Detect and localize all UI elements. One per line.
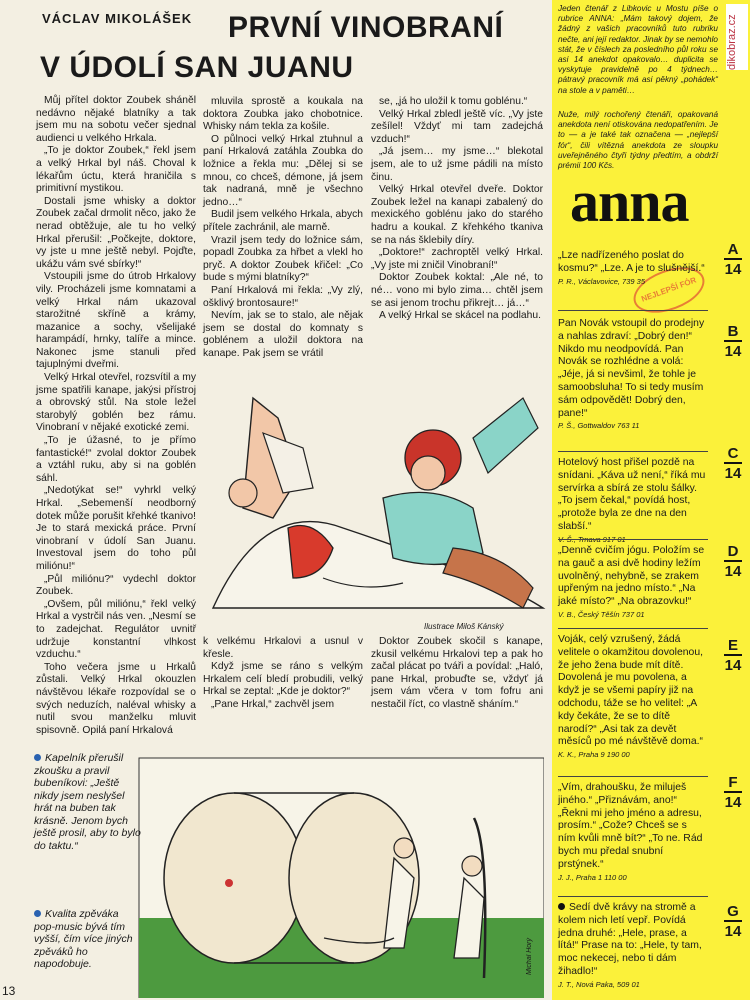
- paragraph: Dostali jsme whisky a doktor Zoubek začal drmolit něco, jako že nerad obtěžuje, ale tu ho velký Hrkal přerušil: „Počkejte, doktore, vy jste u mne ještě nebyl. Pojďte, ukážu vám své sbírky!“: [36, 195, 196, 270]
- joke-text: Hotelový host přišel pozdě na snídani. „Káva už není,“ říká mu servírka a sbírá ze stolu šálky. „To jsem čekal,“ povídá host, „protože byla ze dne na den slabší.“: [558, 457, 706, 532]
- bullet-icon: [34, 910, 41, 917]
- joke-f: [558, 782, 706, 882]
- joke-text: Voják, celý vzrušený, žádá velitele o okamžitou dovolenou, že jeho žena bude mít dítě. Dovolená je mu povolena, a když je se všemi papíry již na odchodu, táže se ho velitel: „A kdy čekáte, že se to dítě narodí?“ „Asi tak za devět měsíců po mé návštěvě doma.“: [558, 634, 703, 748]
- grade-divider: [724, 791, 742, 793]
- divider: [558, 776, 708, 777]
- paragraph: Doktor Zoubek koktal: „Ale né, to né… vono mi bylo zima… chtěl jsem se asi jenom trochu přikrejt… já…“: [371, 272, 543, 309]
- joke-d: [558, 545, 706, 619]
- joke-signature: P. Š., Gottwaldov 763 11: [558, 421, 640, 431]
- joke-signature: J. J., Praha 1 110 00: [558, 872, 627, 882]
- grade-number: 14: [724, 923, 742, 940]
- joke-text: „Denně cvičím jógu. Položím se na gauč a asi dvě hodiny ležím uvolněný, nehybně, se zrakem upřeným na jedno místo.“ „Na jaké místo?“ „Na obrazovku!“: [558, 545, 705, 608]
- joke-b: [558, 318, 706, 430]
- paragraph: O půlnoci velký Hrkal ztuhnul a paní Hrkalová zatáhla Zoubka do ložnice a řekla mu: „Dělej si se mnou, co chceš, démone, já jsem tak nadraná, mně je všechno jedno…“: [203, 133, 363, 208]
- artist-signature: Michal Horý: [526, 938, 533, 975]
- joke-signature: V. Š., Trnava 917 01: [558, 534, 626, 544]
- paragraph: Vstoupili jsme do útrob Hrkalovy vily. Procházeli jsme komnatami a velký Hrkal nám ukazoval starožitné skříně a krámy, mazanice a sochy, všelijaké harampádí, hrnky, talíře a mince. Nakonec jsme stanuli před tajuplnými dveřmi.: [36, 271, 196, 371]
- paragraph: „Pane Hrkal,“ zachvěl jsem: [211, 698, 335, 710]
- cartoon-caption-2: [34, 908, 138, 971]
- paragraph: Vrazil jsem tedy do ložnice sám, popadl Zoubka za hřbet a vlekl ho pryč. A doktor Zoubek křičel: „Co bude s mými blatníky?“: [203, 234, 363, 284]
- paragraph: Budil jsem velkého Hrkala, abych přítele zachránil, ale marně.: [203, 209, 363, 233]
- paragraph: Doktor Zoubek skočil s kanape, zkusil velkému Hrkalovi tep a pak ho začal plácat po tváři a povídal: „Haló, pane Hrkal, probuďte se, vždyť já jsem vám včera v tom fofru ani nestačil říct, co vlastně sháním.“: [371, 636, 543, 710]
- grade-number: 14: [724, 343, 742, 360]
- grade-letter: A: [727, 241, 739, 258]
- grade-letter: G: [727, 903, 739, 920]
- grade-divider: [724, 340, 742, 342]
- paragraph: Toho večera jsme u Hrkalů zůstali. Velký Hrkal okouzlen návštěvou lékaře rozpovídal se o svých neduzích, naléval whisky a nutil svou manželku mluvit spisovně. Opilá paní Hrkalová: [36, 661, 196, 736]
- paragraph: „Ovšem, půl miliónu,“ řekl velký Hrkal a vystrčil nás ven. „Nesmí se to zadejchat. Regulátor uvnitř udržuje konstantní vlhkost vzduchu.“: [36, 598, 196, 661]
- joke-text: „Lze nadřízeného poslat do kosmu?“ „Lze. A je to slušnější.“: [558, 250, 705, 274]
- divider: [558, 310, 708, 311]
- bullet-icon: [558, 903, 565, 910]
- divider: [558, 539, 708, 540]
- grade-divider: [724, 258, 742, 260]
- article-author: VÁCLAV MIKOLÁŠEK: [42, 11, 193, 26]
- grade-number: 14: [724, 465, 742, 482]
- paragraph: Když jsme se ráno s velkým Hrkalem celí bledí probudili, velký Hrkal se zeptal: „Kde je doktor?“: [203, 661, 363, 698]
- page-number: 13: [2, 984, 16, 998]
- paragraph: „To je doktor Zoubek,“ řekl jsem a velký Hrkal byl náš. Choval k lékařům úctu, která hraničila s primitivní mystikou.: [36, 145, 196, 195]
- bullet-icon: [34, 754, 41, 761]
- grade-letter: F: [728, 774, 738, 791]
- divider: [558, 896, 708, 897]
- article-column-3: [371, 96, 543, 323]
- paragraph: Velký Hrkal otevřel dveře. Doktor Zoubek ležel na kanapi zabalený do mexického goblénu jako do starého hadru a koukal. Z křehkého tkaniva se na nás šklebily díry.: [371, 184, 543, 246]
- joke-c: [558, 457, 706, 544]
- paragraph: k velkému Hrkalovi a usnul v křesle.: [203, 636, 363, 660]
- grade-number: 14: [724, 261, 742, 278]
- article-column-2-bottom: [203, 636, 363, 712]
- divider: [558, 451, 708, 452]
- paragraph: „Půl miliónu?“ vydechl doktor Zoubek.: [36, 573, 196, 598]
- title-line-1: PRVNÍ VINOBRANÍ: [228, 11, 504, 44]
- grade-a: [718, 242, 748, 277]
- title-line-2: V ÚDOLÍ SAN JUANU: [40, 51, 354, 84]
- sidebar-intro-2: Nuže, milý rochořený čtenáři, opakovaná anekdota není otiskována nedopatřením. Je to — a je také tak označena — „nejlepší fór“, čili vítězná anekdota ze sloupku uveřejněného čtyři týdny předtím, a obdrží prémii 100 Kčs.: [558, 110, 718, 171]
- paragraph: „Doktore!“ zachroptěl velký Hrkal. „Vy jste mi zničil Vinobraní!“: [371, 247, 543, 271]
- joke-text: Sedí dvě krávy na stromě a kolem nich letí vepř. Povídá jedna druhé: „Hele, prase, a lítá!“ Prase na to: „Hele, ty tam, moc nekecej, nebo ti dám žihadlo!“: [558, 902, 702, 977]
- site-watermark: dikobraz.cz: [726, 4, 748, 70]
- article-column-2: [203, 96, 363, 360]
- caption-text: Kapelník přerušil zkoušku a pravil bubeníkovi: „Ještě nikdy jsem neslyšel hrát na buben tak krásně. Jenom bych ještě prosil, aby to bylo do taktu.“: [34, 752, 141, 852]
- anna-logo: anna: [570, 169, 689, 234]
- paragraph: mluvila sprostě a koukala na doktora Zoubka jako chobotnice. Whisky nám tekla za košile.: [203, 96, 363, 133]
- grade-divider: [724, 560, 742, 562]
- paragraph: Velký Hrkal zbledl ještě víc. „Vy jste zešílel! Vždyť mi tam zadejchá vzduch!“: [371, 108, 543, 145]
- grade-divider: [724, 920, 742, 922]
- joke-text: „Vím, drahoušku, že miluješ jiného.“ „Přiznávám, ano!“ „Řekni mi jeho jméno a adresu, prosím.“ „Cože? Chceš se s ním kvůli mně bít?“ „To ne. Rád bych mu předal snubní prstýnek.“: [558, 782, 703, 870]
- joke-g: [558, 902, 706, 989]
- grade-letter: D: [727, 543, 739, 560]
- grade-letter: E: [727, 637, 738, 654]
- illustration-credit: Ilustrace Miloš Kánský: [424, 622, 504, 631]
- caption-text: Kvalita zpěváka pop-music bývá tím vyšší, čím více jiných zpěváků ho napodobuje.: [34, 908, 133, 970]
- cartoon-caption-1: [34, 752, 144, 852]
- joke-text: Pan Novák vstoupil do prodejny a nahlas zdraví: „Dobrý den!“ Nikdo mu neodpovídá. Pan Novák se rozhlédne a volá: „Jéje, já si nevšiml, že tohle je samoobsluha! To si tedy musím sám odpovědět! Dobrý den, pane!“: [558, 318, 705, 419]
- grade-letter: B: [727, 323, 739, 340]
- paragraph: se, „já ho uložil k tomu goblénu.“: [379, 96, 528, 107]
- joke-signature: J. T., Nová Paka, 509 01: [558, 979, 640, 989]
- article-column-1: [36, 95, 196, 737]
- bedroom-illustration: [203, 378, 548, 628]
- cartoon-panel: [34, 748, 544, 998]
- best-joke-stamp: NEJLEPŠÍ FÓR: [627, 259, 710, 322]
- grade-number: 14: [724, 657, 742, 674]
- joke-e: [558, 634, 706, 759]
- paragraph: „Nedotýkat se!“ vyhrkl velký Hrkal. „Sebemenší neodborný dotek může porušit křehké tkanivo! Je to stará mexická práce. První vinobraní v údolí San Juanu. Investoval jsem do toho půl miliónu!“: [36, 485, 196, 572]
- grade-divider: [724, 462, 742, 464]
- grade-letter: C: [727, 445, 739, 462]
- paragraph: A velký Hrkal se skácel na podlahu.: [379, 310, 541, 322]
- grade-f: [718, 775, 748, 810]
- paragraph: Paní Hrkalová mi řekla: „Vy zlý, ošklivý brontosaure!“: [203, 284, 363, 309]
- anna-sidebar: [552, 0, 750, 1000]
- divider: [558, 628, 708, 629]
- paragraph: Můj přítel doktor Zoubek sháněl nedávno nějaké blatníky a tak jsem mu na sobotu večer sjednal audienci u velkého Hrkala.: [36, 95, 196, 144]
- joke-signature: V. B., Český Těšín 737 01: [558, 609, 645, 619]
- paragraph: Velký Hrkal otevřel, rozsvítil a my jsme spatřili kanape, jakýsi přístroj a obrovský stůl. Na stole ležel starobylý goblén bez rámu. Vinobraní v nějaké exotické zemi.: [36, 372, 196, 434]
- paragraph: „To je úžasné, to je přímo fantastické!“ zvolal doktor Zoubek a vztáhl ruku, aby si na goblén sáhl.: [36, 435, 196, 484]
- grade-b: [718, 324, 748, 359]
- article-column-3-bottom: [371, 636, 543, 712]
- grade-g: [718, 904, 748, 939]
- grade-divider: [724, 654, 742, 656]
- sidebar-intro: Jeden čtenář z Libkovic u Mostu píše o rubrice ANNA: „Mám takový dojem, že žádný z vašich pracovníků tuto rubriku nečte, ani její redaktor. Jinak by se nemohlo stát, že v číslech za posledního půl roku se asi 14 anekdot opakovalo… duplicita se vyskytuje pravidelně po 4 týdnech… pátravý pracovník má asi pěkný „pohádek“ na stole a v paměti…: [558, 4, 718, 95]
- joke-a: [558, 250, 706, 286]
- grade-c: [718, 446, 748, 481]
- joke-signature: P. R., Václavovice, 739 35: [558, 276, 645, 286]
- paragraph: Nevím, jak se to stalo, ale nějak jsem se dostal do komnaty s goblénem a uložil doktora na kanape. Pak jsem se vrátil: [203, 310, 363, 359]
- grade-number: 14: [724, 794, 742, 811]
- grade-e: [718, 638, 748, 673]
- grade-number: 14: [724, 563, 742, 580]
- paragraph: „Já jsem… my jsme…“ blekotal jsem, ale to už jsme pádili na místo činu.: [371, 146, 543, 183]
- grade-d: [718, 544, 748, 579]
- joke-signature: K. K., Praha 9 190 00: [558, 750, 630, 760]
